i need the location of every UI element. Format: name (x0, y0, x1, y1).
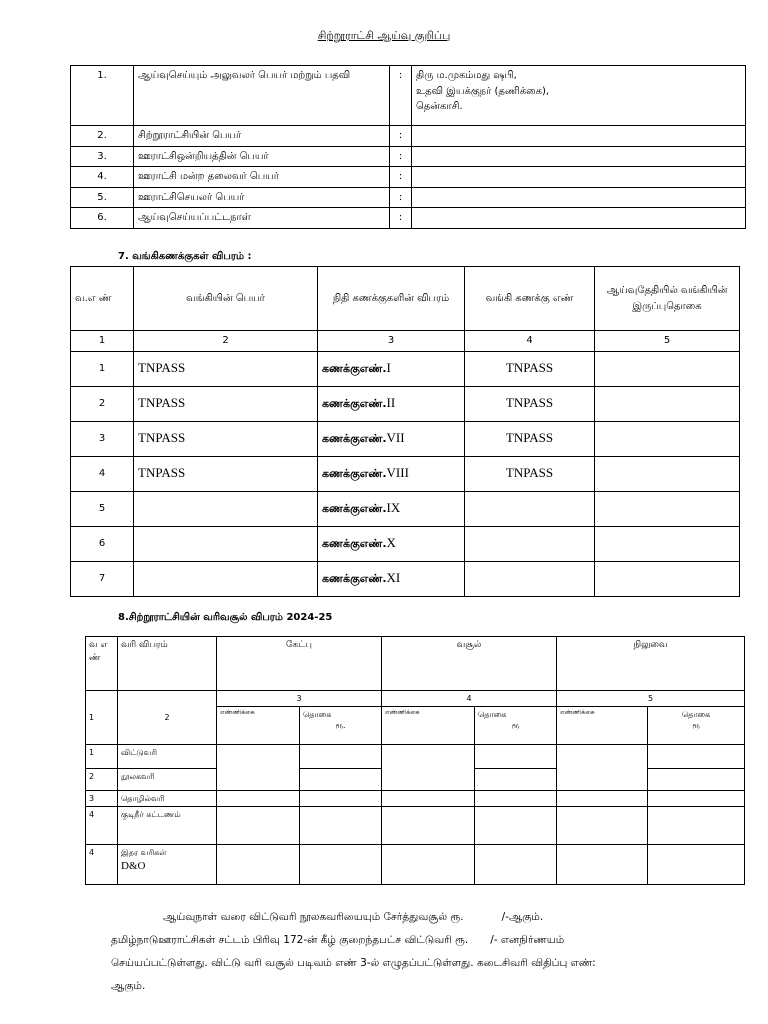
row-number: 3 (86, 791, 118, 807)
bank-accounts-table (70, 266, 740, 597)
balance-amount (648, 745, 745, 769)
header-demand: கேட்பு (217, 637, 382, 691)
demand-count (217, 845, 300, 885)
tax-name: தொழில்வரி (118, 791, 217, 807)
row-value (412, 146, 746, 167)
demand-amount-header (300, 707, 382, 745)
account-roman: I (386, 360, 391, 376)
page-title: சிற்றூராட்சி ஆய்வு குறிப்பு (317, 29, 451, 42)
collection-count (382, 845, 475, 885)
row-number: 4. (71, 167, 134, 188)
demand-count-header: எண்ணிக்கை (217, 707, 300, 745)
table-row (71, 66, 746, 126)
table-row (71, 421, 740, 456)
row-colon: : (390, 126, 412, 147)
paragraph-text: /-ஆகும். (501, 911, 544, 923)
row-label: சிற்றூராட்சியின் பெயர் (134, 126, 390, 147)
section8-heading: 8.சிற்றூராட்சியின் வரிவசூல் விபரம் 2024-25 (118, 612, 333, 623)
balance (595, 491, 740, 526)
bank-name (134, 526, 318, 561)
currency-label: ரூ (511, 721, 520, 731)
balance-amount (648, 791, 745, 807)
table-row (71, 208, 746, 229)
header-collection: வசூல் (382, 637, 557, 691)
balance (595, 526, 740, 561)
balance-count (557, 845, 648, 885)
header-balance: நிலுவை (557, 637, 745, 691)
account-roman: X (386, 535, 396, 551)
row-colon: : (390, 167, 412, 188)
header-account-number: வங்கி கணக்கு எண் (465, 267, 595, 331)
table-row (71, 167, 746, 188)
collection-amount (475, 745, 557, 769)
balance-count (557, 807, 648, 845)
balance-amount-header (648, 707, 745, 745)
account-roman: IX (386, 500, 401, 516)
table-row (86, 807, 745, 845)
collection-count (382, 807, 475, 845)
table-row (71, 526, 740, 561)
table-row (71, 386, 740, 421)
balance-count-header: எண்ணிக்கை (557, 707, 648, 745)
account-number (465, 491, 595, 526)
bank-name: TNPASS (134, 351, 318, 386)
officer-name: திரு ம.முகம்மது ஷபி, (416, 70, 517, 81)
column-number-row (86, 691, 745, 707)
paragraph-text: தமிழ்நாடுஊராட்சிகள் சட்டம் பிரிவு 172-ன் கீழ் குறைந்தபட்ச விட்டுவரி ரூ. (111, 934, 469, 946)
row-value (412, 187, 746, 208)
fund-account (318, 351, 465, 386)
officer-info-table (70, 65, 746, 229)
account-number: TNPASS (465, 456, 595, 491)
bank-name (134, 491, 318, 526)
bank-name: TNPASS (134, 456, 318, 491)
table-row (71, 126, 746, 147)
demand-amount (300, 845, 382, 885)
collection-amount-header (475, 707, 557, 745)
col-number: 3 (217, 691, 382, 707)
col-number: 4 (382, 691, 557, 707)
demand-amount (300, 745, 382, 769)
fund-account (318, 526, 465, 561)
col-number: 1 (86, 691, 118, 745)
row-label: ஊராட்சிஒன்றியத்தின் பெயர் (134, 146, 390, 167)
row-number: 5 (71, 491, 134, 526)
account-prefix: கணக்குஎண். (322, 362, 387, 376)
paragraph-line-1 (115, 906, 740, 929)
row-number: 1. (71, 66, 134, 126)
account-prefix: கணக்குஎண். (322, 432, 387, 446)
row-number: 3. (71, 146, 134, 167)
row-label: ஆய்வுசெய்யப்பட்டநாள் (134, 208, 390, 229)
tax-name: நூலகவரி (118, 769, 217, 791)
collection-amount (475, 845, 557, 885)
account-prefix: கணக்குஎண். (322, 397, 387, 411)
row-label: ஊராட்சிசெயலர் பெயர் (134, 187, 390, 208)
balance-amount (648, 807, 745, 845)
col-number: 3 (318, 331, 465, 352)
col-number: 4 (465, 331, 595, 352)
tax-name (118, 845, 217, 885)
fund-account (318, 421, 465, 456)
table-row (71, 491, 740, 526)
balance-amount (648, 845, 745, 885)
row-number: 2. (71, 126, 134, 147)
balance-amount (648, 769, 745, 791)
balance (595, 421, 740, 456)
row-number: 6. (71, 208, 134, 229)
account-number: TNPASS (465, 386, 595, 421)
row-number: 2 (86, 769, 118, 791)
tax-name-sub: D&O (121, 859, 146, 872)
tax-name: குடிநீர் கட்டணம் (118, 807, 217, 845)
bank-name: TNPASS (134, 421, 318, 456)
account-prefix: கணக்குஎண். (322, 502, 387, 516)
row-number: 2 (71, 386, 134, 421)
row-number: 4 (86, 845, 118, 885)
table-row (71, 561, 740, 596)
account-roman: II (386, 395, 396, 411)
account-prefix: கணக்குஎண். (322, 537, 387, 551)
header-tax: வரி விபரம் (118, 637, 217, 691)
row-colon: : (390, 146, 412, 167)
row-label: ஆய்வுசெய்யும் அலுவலர் பெயர் மற்றும் பதவி (134, 66, 390, 126)
fund-account (318, 456, 465, 491)
paragraph-line-2 (111, 929, 740, 952)
account-roman: VII (386, 430, 405, 446)
row-number: 4 (86, 807, 118, 845)
account-prefix: கணக்குஎண். (322, 467, 387, 481)
col-number: 5 (557, 691, 745, 707)
officer-place: தென்காசி. (416, 101, 463, 112)
col-number: 2 (118, 691, 217, 745)
paragraph-text: ஆய்வுநாள் வரை விட்டுவரி நூலகவரியையும் சேர்த்துவசூல் ரூ. (163, 911, 464, 923)
col-number: 1 (71, 331, 134, 352)
row-value (412, 208, 746, 229)
officer-value (412, 66, 746, 126)
account-number (465, 561, 595, 596)
fund-account (318, 561, 465, 596)
section7-heading: 7. வங்கிகணக்குகள் விபரம் : (118, 251, 252, 262)
table-row (86, 745, 745, 769)
table-row (71, 187, 746, 208)
tax-name: விட்டுவரி (118, 745, 217, 769)
row-colon: : (390, 208, 412, 229)
account-number: TNPASS (465, 351, 595, 386)
collection-count (382, 745, 475, 791)
collection-amount (475, 769, 557, 791)
row-number: 7 (71, 561, 134, 596)
amount-label: தொகை (303, 710, 332, 720)
tax-name-label: இதர வரிகள் (121, 848, 167, 858)
officer-designation: உதவி இயக்குநர் (தணிக்கை), (416, 85, 550, 97)
balance (595, 456, 740, 491)
fund-account (318, 386, 465, 421)
table-row (71, 146, 746, 167)
collection-amount (475, 791, 557, 807)
collection-amount (475, 807, 557, 845)
paragraph-text: /- எனநிர்ணயம் (490, 934, 565, 946)
bank-name (134, 561, 318, 596)
account-prefix: கணக்குஎண். (322, 572, 387, 586)
row-number: 5. (71, 187, 134, 208)
account-roman: VIII (386, 465, 409, 481)
account-number: TNPASS (465, 421, 595, 456)
account-number (465, 526, 595, 561)
header-balance: ஆய்வுதேதியில் வங்கியின் இருப்புதொகை (595, 267, 740, 331)
amount-label: தொகை (478, 710, 507, 720)
demand-count (217, 807, 300, 845)
bank-name: TNPASS (134, 386, 318, 421)
row-colon: : (390, 187, 412, 208)
table-row (71, 351, 740, 386)
balance (595, 386, 740, 421)
collection-count-header: எண்ணிக்கை (382, 707, 475, 745)
paragraph-line-3: செய்யப்பட்டுள்ளது. விட்டு வரி வசூல் படிவம் எண் 3-ல் எழுதப்பட்டுள்ளது. கடைசிவரி விதிப்பு எண்: (111, 957, 596, 969)
table-row (71, 456, 740, 491)
demand-amount (300, 791, 382, 807)
row-number: 1 (71, 351, 134, 386)
currency-label: ரூ (692, 721, 700, 731)
row-number: 4 (71, 456, 134, 491)
balance-count (557, 745, 648, 791)
header-sno: வ எ ண் (86, 637, 118, 691)
row-number: 6 (71, 526, 134, 561)
row-number: 1 (86, 745, 118, 769)
demand-count (217, 745, 300, 791)
header-fund-accounts: நிதி கணக்குகளின் விபரம் (318, 267, 465, 331)
header-row (86, 637, 745, 691)
table-row (86, 791, 745, 807)
fund-account (318, 491, 465, 526)
account-roman: XI (386, 570, 401, 586)
summary-paragraph (111, 906, 740, 998)
demand-amount (300, 769, 382, 791)
row-number: 3 (71, 421, 134, 456)
demand-count (217, 791, 300, 807)
header-bank-name: வங்கியின் பெயர் (134, 267, 318, 331)
row-label: ஊராட்சி மன்ற தலைவர் பெயர் (134, 167, 390, 188)
currency-label: ரூ. (335, 721, 346, 731)
demand-amount (300, 807, 382, 845)
row-colon: : (390, 66, 412, 126)
column-number-row (71, 331, 740, 352)
tax-collection-table (85, 636, 745, 885)
header-sno: வ.எ ண் (71, 267, 134, 331)
amount-label: தொகை (681, 710, 711, 720)
row-value (412, 126, 746, 147)
row-value (412, 167, 746, 188)
balance-count (557, 791, 648, 807)
balance (595, 561, 740, 596)
col-number: 5 (595, 331, 740, 352)
balance (595, 351, 740, 386)
table-row (86, 845, 745, 885)
paragraph-line-4: ஆகும். (111, 980, 146, 992)
header-row (71, 267, 740, 331)
col-number: 2 (134, 331, 318, 352)
collection-count (382, 791, 475, 807)
